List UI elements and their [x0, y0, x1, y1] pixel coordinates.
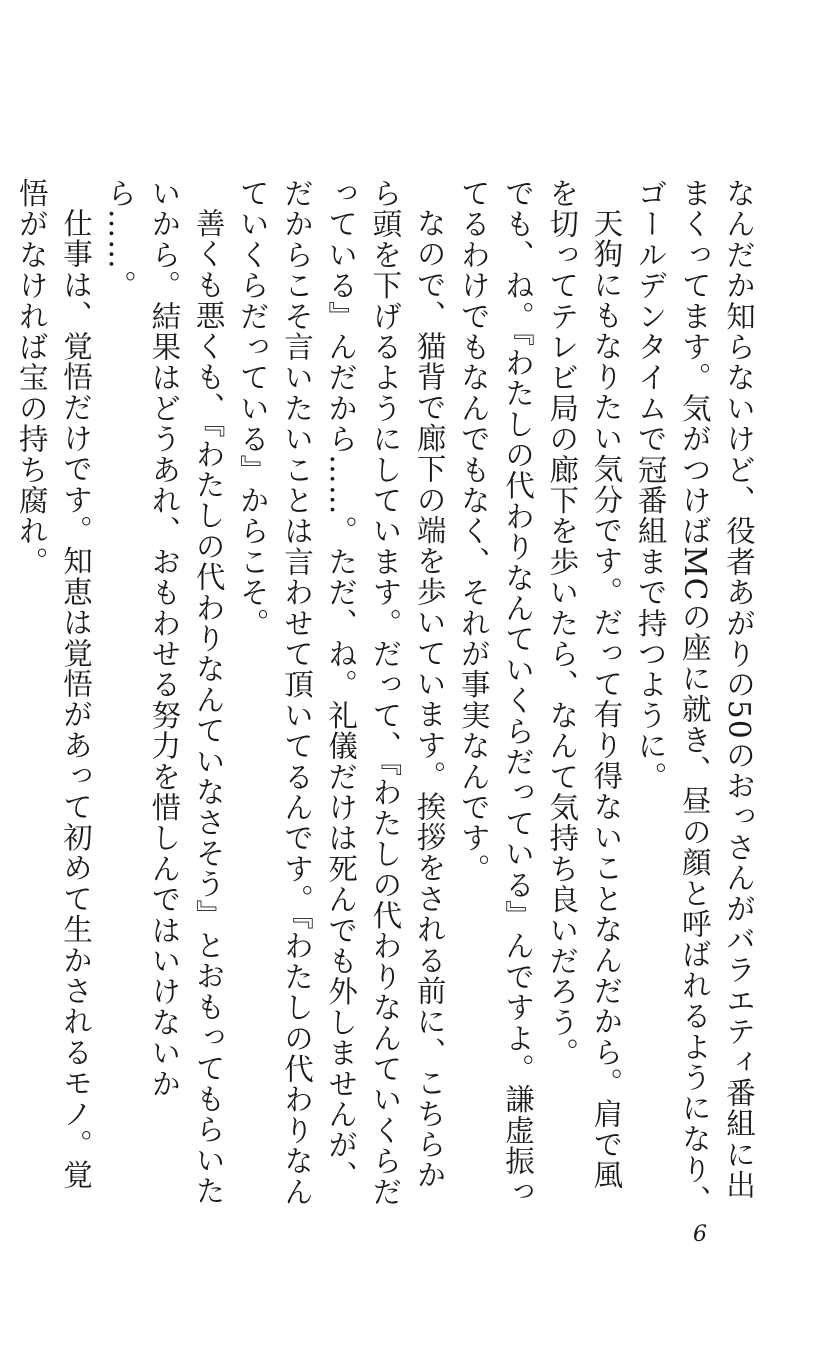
paragraph-1: なんだか知らないけど、役者あがりの50のおっさんがバラエティ番組に出まくってます。気がつけばMCの座に就き、昼の顔と呼ばれるようになり、ゴールデンタイムで冠番組まで持つように。: [633, 178, 756, 1216]
paragraph-4: なので、猫背で廊下の端を歩いています。挨拶をされる前に、こちらから頭を下げるようにしています。だって、『わたしの代わりなんていくらだっている』んだから……。ただ、ね。礼儀だけは死んでも外しませんが、だからこそ言いたいことは言わせて頂いてるんです。『わたしの代わりなんていくらだっている』からこそ。: [235, 178, 447, 1208]
paragraph-2: 天狗にもなりたい気分です。だって有り得ないことなんだから。肩で風を切ってテレビ局の廊下を歩いたら、なんて気持ち良いだろう。: [545, 178, 624, 1190]
paragraph-6: 仕事は、覚悟だけです。知恵は覚悟があって初めて生かされるモノ。覚悟がなければ宝の持ち腐れ。: [14, 178, 93, 1190]
paragraph-5: 善くも悪くも、『わたしの代わりなんていなさそう』とおもってもらいたいから。結果はどうあれ、おもわせる努力を惜しんではいけないから……。: [103, 178, 226, 1206]
paragraph-3: でも、ね。『わたしの代わりなんていくらだっている』んですよ。謙虚振ってるわけでもなんでもなく、それが事実なんです。: [456, 178, 535, 1208]
page-number: 6: [693, 1222, 707, 1247]
vertical-text-body: [10, 178, 761, 1218]
